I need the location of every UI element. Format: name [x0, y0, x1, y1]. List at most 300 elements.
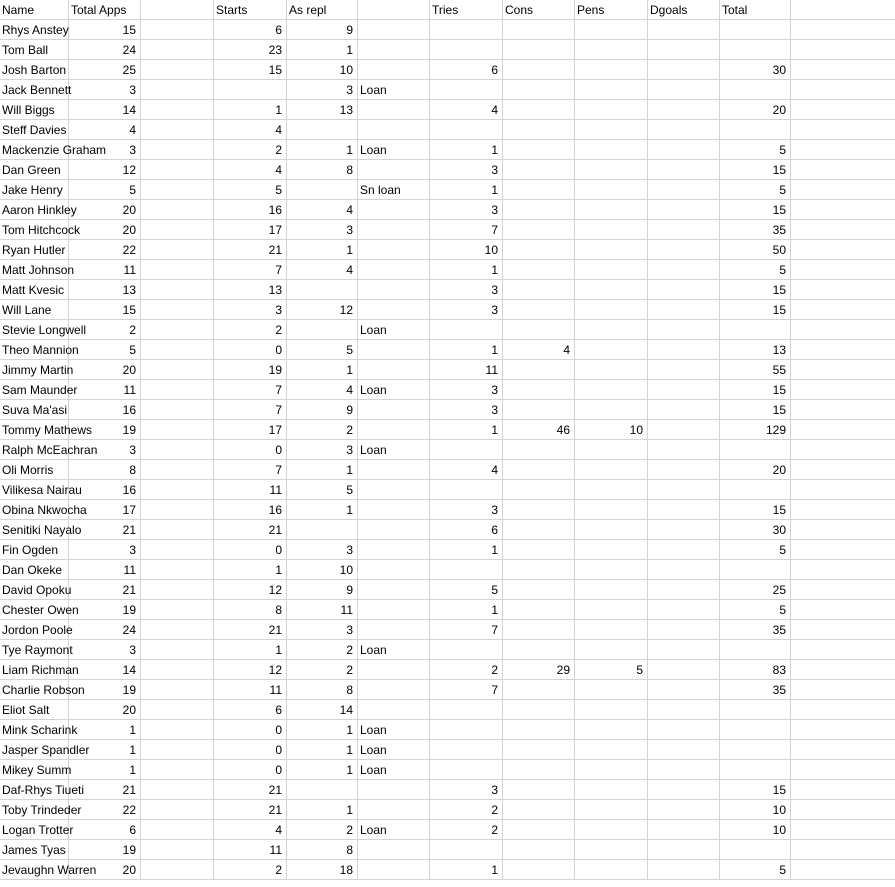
cell-blank-col[interactable] [141, 180, 214, 199]
cell-cons[interactable] [503, 280, 575, 299]
cell-starts[interactable]: 17 [214, 420, 287, 439]
cell-pens[interactable] [575, 240, 648, 259]
cell-tries[interactable] [430, 80, 503, 99]
cell-blank-col[interactable] [141, 740, 214, 759]
cell-blank-col[interactable] [141, 340, 214, 359]
cell-starts[interactable]: 11 [214, 480, 287, 499]
cell-name[interactable]: Theo Mannion [0, 340, 69, 359]
cell-name[interactable]: Fin Ogden [0, 540, 69, 559]
cell-cons[interactable] [503, 60, 575, 79]
cell-extra[interactable] [791, 640, 895, 659]
cell-note[interactable] [358, 40, 430, 59]
cell-extra[interactable] [791, 340, 895, 359]
cell-note[interactable] [358, 660, 430, 679]
cell-dgoals[interactable] [648, 660, 720, 679]
cell-dgoals[interactable] [648, 180, 720, 199]
cell-tries[interactable]: 1 [430, 340, 503, 359]
cell-total-apps[interactable]: 19 [69, 600, 141, 619]
cell-blank-col[interactable] [141, 660, 214, 679]
cell-cons[interactable] [503, 780, 575, 799]
header-cell-starts[interactable]: Starts [214, 0, 287, 19]
cell-note[interactable]: Loan [358, 760, 430, 779]
cell-as-repl[interactable]: 1 [287, 40, 358, 59]
cell-tries[interactable]: 3 [430, 280, 503, 299]
cell-blank-col[interactable] [141, 780, 214, 799]
header-cell-tries[interactable]: Tries [430, 0, 503, 19]
cell-total[interactable] [720, 740, 791, 759]
cell-dgoals[interactable] [648, 580, 720, 599]
cell-pens[interactable] [575, 380, 648, 399]
cell-starts[interactable]: 21 [214, 780, 287, 799]
cell-total-apps[interactable]: 22 [69, 800, 141, 819]
cell-note[interactable] [358, 780, 430, 799]
cell-total[interactable]: 50 [720, 240, 791, 259]
cell-starts[interactable]: 7 [214, 400, 287, 419]
cell-extra[interactable] [791, 860, 895, 879]
cell-name[interactable]: Mackenzie Graham [0, 140, 69, 159]
cell-as-repl[interactable]: 1 [287, 500, 358, 519]
cell-tries[interactable] [430, 320, 503, 339]
cell-cons[interactable]: 29 [503, 660, 575, 679]
cell-dgoals[interactable] [648, 20, 720, 39]
cell-total-apps[interactable]: 20 [69, 860, 141, 879]
cell-total[interactable]: 5 [720, 180, 791, 199]
cell-starts[interactable]: 3 [214, 300, 287, 319]
cell-dgoals[interactable] [648, 300, 720, 319]
cell-starts[interactable]: 2 [214, 140, 287, 159]
cell-cons[interactable]: 46 [503, 420, 575, 439]
cell-cons[interactable] [503, 240, 575, 259]
cell-blank-col[interactable] [141, 820, 214, 839]
cell-blank-col[interactable] [141, 400, 214, 419]
cell-tries[interactable]: 1 [430, 140, 503, 159]
cell-starts[interactable]: 1 [214, 560, 287, 579]
header-cell-name[interactable]: Name [0, 0, 69, 19]
cell-extra[interactable] [791, 480, 895, 499]
cell-extra[interactable] [791, 200, 895, 219]
cell-dgoals[interactable] [648, 800, 720, 819]
cell-dgoals[interactable] [648, 140, 720, 159]
cell-total-apps[interactable]: 15 [69, 20, 141, 39]
cell-pens[interactable] [575, 800, 648, 819]
cell-pens[interactable] [575, 220, 648, 239]
cell-as-repl[interactable]: 18 [287, 860, 358, 879]
cell-total[interactable]: 55 [720, 360, 791, 379]
cell-starts[interactable]: 2 [214, 860, 287, 879]
cell-tries[interactable]: 1 [430, 860, 503, 879]
cell-pens[interactable] [575, 740, 648, 759]
cell-total-apps[interactable]: 19 [69, 680, 141, 699]
cell-pens[interactable] [575, 720, 648, 739]
cell-total[interactable]: 5 [720, 860, 791, 879]
cell-pens[interactable] [575, 820, 648, 839]
cell-total[interactable] [720, 120, 791, 139]
cell-extra[interactable] [791, 720, 895, 739]
cell-name[interactable]: Mikey Summ [0, 760, 69, 779]
cell-note[interactable] [358, 400, 430, 419]
cell-dgoals[interactable] [648, 500, 720, 519]
cell-note[interactable] [358, 280, 430, 299]
cell-tries[interactable]: 3 [430, 780, 503, 799]
cell-note[interactable] [358, 120, 430, 139]
cell-cons[interactable] [503, 680, 575, 699]
cell-dgoals[interactable] [648, 840, 720, 859]
cell-as-repl[interactable]: 4 [287, 200, 358, 219]
cell-cons[interactable] [503, 840, 575, 859]
cell-name[interactable]: Josh Barton [0, 60, 69, 79]
cell-as-repl[interactable]: 2 [287, 820, 358, 839]
cell-extra[interactable] [791, 800, 895, 819]
cell-extra[interactable] [791, 400, 895, 419]
cell-pens[interactable] [575, 120, 648, 139]
cell-total[interactable] [720, 80, 791, 99]
cell-extra[interactable] [791, 500, 895, 519]
cell-blank-col[interactable] [141, 620, 214, 639]
cell-note[interactable] [358, 520, 430, 539]
cell-name[interactable]: Steff Davies [0, 120, 69, 139]
cell-tries[interactable] [430, 700, 503, 719]
cell-cons[interactable] [503, 260, 575, 279]
cell-total-apps[interactable]: 25 [69, 60, 141, 79]
cell-cons[interactable] [503, 460, 575, 479]
cell-cons[interactable] [503, 520, 575, 539]
cell-pens[interactable] [575, 860, 648, 879]
cell-name[interactable]: Liam Richman [0, 660, 69, 679]
cell-blank-col[interactable] [141, 500, 214, 519]
cell-cons[interactable] [503, 700, 575, 719]
cell-note[interactable]: Loan [358, 320, 430, 339]
header-cell-note[interactable] [358, 0, 430, 19]
cell-total[interactable] [720, 700, 791, 719]
cell-name[interactable]: Oli Morris [0, 460, 69, 479]
cell-extra[interactable] [791, 80, 895, 99]
cell-blank-col[interactable] [141, 140, 214, 159]
cell-blank-col[interactable] [141, 360, 214, 379]
cell-cons[interactable] [503, 740, 575, 759]
cell-tries[interactable]: 2 [430, 820, 503, 839]
cell-dgoals[interactable] [648, 200, 720, 219]
cell-as-repl[interactable]: 3 [287, 80, 358, 99]
cell-extra[interactable] [791, 540, 895, 559]
cell-total-apps[interactable]: 5 [69, 340, 141, 359]
cell-as-repl[interactable]: 8 [287, 840, 358, 859]
cell-dgoals[interactable] [648, 100, 720, 119]
cell-total-apps[interactable]: 8 [69, 460, 141, 479]
cell-total[interactable]: 15 [720, 500, 791, 519]
cell-tries[interactable]: 4 [430, 100, 503, 119]
cell-blank-col[interactable] [141, 80, 214, 99]
cell-cons[interactable] [503, 620, 575, 639]
cell-name[interactable]: David Opoku [0, 580, 69, 599]
cell-blank-col[interactable] [141, 800, 214, 819]
cell-cons[interactable] [503, 80, 575, 99]
cell-dgoals[interactable] [648, 240, 720, 259]
cell-total-apps[interactable]: 20 [69, 220, 141, 239]
cell-total[interactable]: 5 [720, 600, 791, 619]
header-cell-blank-col[interactable] [141, 0, 214, 19]
cell-total-apps[interactable]: 14 [69, 660, 141, 679]
cell-total-apps[interactable]: 17 [69, 500, 141, 519]
cell-total[interactable]: 5 [720, 140, 791, 159]
cell-name[interactable]: Sam Maunder [0, 380, 69, 399]
cell-pens[interactable] [575, 40, 648, 59]
cell-dgoals[interactable] [648, 380, 720, 399]
cell-name[interactable]: Charlie Robson [0, 680, 69, 699]
cell-note[interactable]: Loan [358, 740, 430, 759]
cell-extra[interactable] [791, 280, 895, 299]
cell-extra[interactable] [791, 380, 895, 399]
cell-pens[interactable] [575, 260, 648, 279]
cell-blank-col[interactable] [141, 220, 214, 239]
cell-tries[interactable] [430, 480, 503, 499]
cell-total-apps[interactable]: 1 [69, 760, 141, 779]
cell-as-repl[interactable]: 4 [287, 260, 358, 279]
cell-cons[interactable] [503, 180, 575, 199]
cell-note[interactable]: Loan [358, 440, 430, 459]
cell-blank-col[interactable] [141, 380, 214, 399]
cell-total-apps[interactable]: 1 [69, 740, 141, 759]
cell-blank-col[interactable] [141, 720, 214, 739]
cell-blank-col[interactable] [141, 580, 214, 599]
cell-extra[interactable] [791, 420, 895, 439]
cell-note[interactable]: Loan [358, 640, 430, 659]
cell-name[interactable]: Tye Raymont [0, 640, 69, 659]
cell-starts[interactable]: 19 [214, 360, 287, 379]
cell-cons[interactable] [503, 360, 575, 379]
cell-extra[interactable] [791, 20, 895, 39]
cell-extra[interactable] [791, 360, 895, 379]
cell-dgoals[interactable] [648, 460, 720, 479]
cell-extra[interactable] [791, 60, 895, 79]
cell-tries[interactable]: 3 [430, 500, 503, 519]
cell-cons[interactable]: 4 [503, 340, 575, 359]
cell-name[interactable]: Dan Green [0, 160, 69, 179]
cell-tries[interactable]: 3 [430, 300, 503, 319]
cell-starts[interactable]: 0 [214, 760, 287, 779]
cell-total[interactable]: 15 [720, 160, 791, 179]
cell-note[interactable] [358, 60, 430, 79]
cell-extra[interactable] [791, 180, 895, 199]
cell-blank-col[interactable] [141, 320, 214, 339]
cell-extra[interactable] [791, 620, 895, 639]
cell-tries[interactable]: 2 [430, 800, 503, 819]
cell-note[interactable]: Loan [358, 720, 430, 739]
cell-total-apps[interactable]: 24 [69, 620, 141, 639]
cell-note[interactable] [358, 860, 430, 879]
cell-total[interactable] [720, 760, 791, 779]
cell-tries[interactable] [430, 20, 503, 39]
cell-dgoals[interactable] [648, 420, 720, 439]
cell-as-repl[interactable]: 1 [287, 140, 358, 159]
cell-note[interactable] [358, 420, 430, 439]
cell-dgoals[interactable] [648, 620, 720, 639]
cell-extra[interactable] [791, 220, 895, 239]
cell-pens[interactable] [575, 100, 648, 119]
cell-tries[interactable] [430, 720, 503, 739]
cell-starts[interactable]: 0 [214, 340, 287, 359]
cell-total[interactable]: 15 [720, 300, 791, 319]
header-cell-pens[interactable]: Pens [575, 0, 648, 19]
cell-total-apps[interactable]: 1 [69, 720, 141, 739]
cell-total-apps[interactable]: 3 [69, 80, 141, 99]
cell-starts[interactable]: 0 [214, 540, 287, 559]
cell-tries[interactable] [430, 640, 503, 659]
cell-pens[interactable] [575, 840, 648, 859]
cell-name[interactable]: Ralph McEachran [0, 440, 69, 459]
cell-as-repl[interactable]: 11 [287, 600, 358, 619]
cell-blank-col[interactable] [141, 640, 214, 659]
cell-cons[interactable] [503, 760, 575, 779]
cell-total-apps[interactable]: 15 [69, 300, 141, 319]
cell-blank-col[interactable] [141, 60, 214, 79]
cell-name[interactable]: James Tyas [0, 840, 69, 859]
cell-total[interactable]: 35 [720, 220, 791, 239]
cell-as-repl[interactable]: 8 [287, 680, 358, 699]
cell-dgoals[interactable] [648, 60, 720, 79]
cell-cons[interactable] [503, 380, 575, 399]
cell-note[interactable] [358, 200, 430, 219]
cell-name[interactable]: Dan Okeke [0, 560, 69, 579]
cell-pens[interactable] [575, 360, 648, 379]
cell-pens[interactable] [575, 640, 648, 659]
cell-as-repl[interactable]: 10 [287, 560, 358, 579]
cell-total-apps[interactable]: 16 [69, 480, 141, 499]
cell-note[interactable]: Loan [358, 140, 430, 159]
cell-total-apps[interactable]: 19 [69, 420, 141, 439]
cell-blank-col[interactable] [141, 240, 214, 259]
cell-total[interactable] [720, 480, 791, 499]
cell-note[interactable] [358, 580, 430, 599]
cell-starts[interactable]: 21 [214, 240, 287, 259]
cell-as-repl[interactable]: 2 [287, 640, 358, 659]
cell-name[interactable]: Stevie Longwell [0, 320, 69, 339]
cell-tries[interactable] [430, 740, 503, 759]
cell-extra[interactable] [791, 440, 895, 459]
cell-starts[interactable]: 7 [214, 460, 287, 479]
cell-blank-col[interactable] [141, 280, 214, 299]
cell-total-apps[interactable]: 20 [69, 200, 141, 219]
header-cell-total-apps[interactable]: Total Apps [69, 0, 141, 19]
cell-note[interactable] [358, 340, 430, 359]
cell-pens[interactable] [575, 20, 648, 39]
cell-name[interactable]: Jevaughn Warren [0, 860, 69, 879]
cell-starts[interactable]: 1 [214, 640, 287, 659]
cell-extra[interactable] [791, 120, 895, 139]
cell-dgoals[interactable] [648, 760, 720, 779]
cell-cons[interactable] [503, 300, 575, 319]
cell-cons[interactable] [503, 500, 575, 519]
cell-total[interactable]: 30 [720, 60, 791, 79]
cell-as-repl[interactable]: 2 [287, 660, 358, 679]
cell-tries[interactable] [430, 760, 503, 779]
cell-starts[interactable]: 13 [214, 280, 287, 299]
cell-blank-col[interactable] [141, 840, 214, 859]
cell-note[interactable] [358, 460, 430, 479]
cell-total-apps[interactable]: 14 [69, 100, 141, 119]
cell-dgoals[interactable] [648, 720, 720, 739]
cell-extra[interactable] [791, 700, 895, 719]
cell-total-apps[interactable]: 3 [69, 440, 141, 459]
cell-total-apps[interactable]: 24 [69, 40, 141, 59]
cell-cons[interactable] [503, 220, 575, 239]
cell-pens[interactable] [575, 500, 648, 519]
cell-total-apps[interactable]: 21 [69, 780, 141, 799]
cell-as-repl[interactable]: 3 [287, 440, 358, 459]
cell-pens[interactable] [575, 460, 648, 479]
cell-name[interactable]: Tom Ball [0, 40, 69, 59]
cell-as-repl[interactable]: 4 [287, 380, 358, 399]
cell-total-apps[interactable]: 16 [69, 400, 141, 419]
cell-starts[interactable]: 21 [214, 620, 287, 639]
cell-total[interactable]: 15 [720, 380, 791, 399]
cell-note[interactable] [358, 220, 430, 239]
cell-starts[interactable]: 1 [214, 100, 287, 119]
cell-as-repl[interactable]: 9 [287, 400, 358, 419]
cell-total[interactable] [720, 40, 791, 59]
cell-name[interactable]: Mink Scharink [0, 720, 69, 739]
cell-blank-col[interactable] [141, 40, 214, 59]
cell-cons[interactable] [503, 320, 575, 339]
cell-pens[interactable] [575, 300, 648, 319]
cell-total[interactable] [720, 20, 791, 39]
cell-starts[interactable]: 0 [214, 720, 287, 739]
cell-blank-col[interactable] [141, 680, 214, 699]
cell-as-repl[interactable]: 1 [287, 460, 358, 479]
cell-total[interactable]: 15 [720, 400, 791, 419]
cell-pens[interactable] [575, 320, 648, 339]
cell-as-repl[interactable]: 14 [287, 700, 358, 719]
cell-dgoals[interactable] [648, 680, 720, 699]
cell-pens[interactable] [575, 140, 648, 159]
cell-cons[interactable] [503, 480, 575, 499]
cell-extra[interactable] [791, 840, 895, 859]
cell-name[interactable]: Matt Kvesic [0, 280, 69, 299]
cell-pens[interactable] [575, 160, 648, 179]
cell-dgoals[interactable] [648, 160, 720, 179]
cell-as-repl[interactable]: 1 [287, 240, 358, 259]
cell-note[interactable]: Loan [358, 380, 430, 399]
cell-as-repl[interactable]: 1 [287, 360, 358, 379]
cell-as-repl[interactable] [287, 120, 358, 139]
cell-tries[interactable]: 3 [430, 380, 503, 399]
cell-extra[interactable] [791, 580, 895, 599]
cell-tries[interactable]: 1 [430, 260, 503, 279]
cell-tries[interactable]: 6 [430, 60, 503, 79]
cell-tries[interactable] [430, 560, 503, 579]
cell-tries[interactable]: 3 [430, 160, 503, 179]
cell-tries[interactable] [430, 840, 503, 859]
cell-tries[interactable]: 7 [430, 220, 503, 239]
cell-starts[interactable]: 16 [214, 200, 287, 219]
cell-as-repl[interactable]: 1 [287, 800, 358, 819]
cell-extra[interactable] [791, 460, 895, 479]
cell-as-repl[interactable] [287, 520, 358, 539]
cell-pens[interactable] [575, 780, 648, 799]
cell-note[interactable]: Loan [358, 820, 430, 839]
cell-tries[interactable]: 1 [430, 180, 503, 199]
cell-total[interactable]: 5 [720, 540, 791, 559]
cell-starts[interactable]: 7 [214, 380, 287, 399]
cell-dgoals[interactable] [648, 600, 720, 619]
cell-cons[interactable] [503, 540, 575, 559]
cell-total[interactable] [720, 560, 791, 579]
cell-extra[interactable] [791, 300, 895, 319]
cell-as-repl[interactable]: 3 [287, 620, 358, 639]
cell-blank-col[interactable] [141, 300, 214, 319]
cell-extra[interactable] [791, 140, 895, 159]
cell-note[interactable] [358, 840, 430, 859]
cell-total[interactable] [720, 840, 791, 859]
